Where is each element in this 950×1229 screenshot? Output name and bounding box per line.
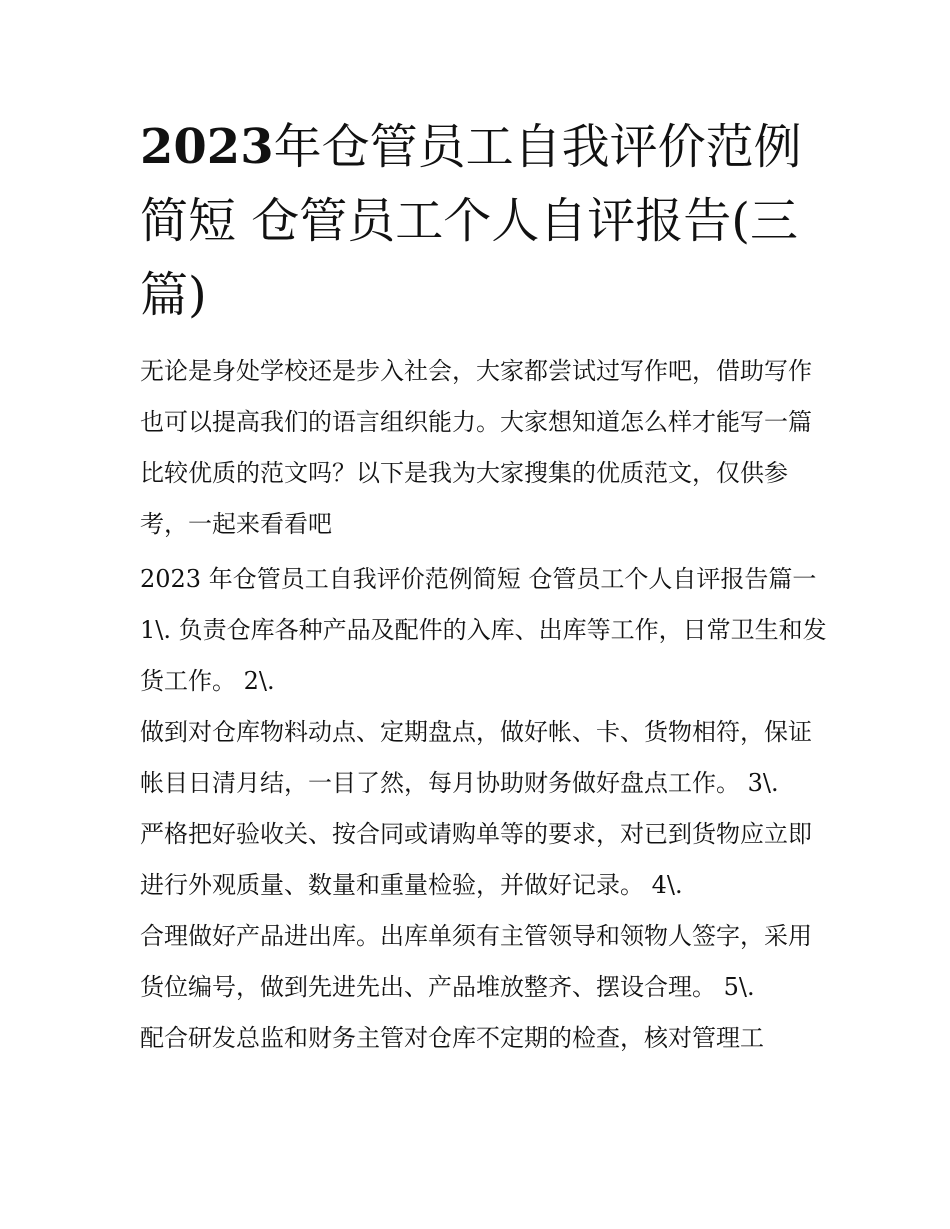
document-title bbox=[140, 110, 830, 332]
body-paragraph-1: 2023 年仓管员工自我评价范例简短 仓管员工个人自评报告篇一 1\. 负责仓库各种产品及配件的入库、出库等工作，日常卫生和发货工作。 2\. bbox=[140, 565, 827, 695]
document-page bbox=[140, 110, 830, 1064]
title-text: 年仓管员工自我评价范例简短 仓管员工个人自评报告(三篇) bbox=[140, 119, 802, 323]
body-paragraph-3: 严格把好验收关、按合同或请购单等的要求，对已到货物应立即进行外观质量、数量和重量检验，并做好记录。 4\. bbox=[140, 820, 812, 899]
title-year: 2023 bbox=[140, 119, 274, 175]
body-paragraph-2: 做到对仓库物料动点、定期盘点，做好帐、卡、货物相符，保证帐目日清月结，一目了然，每月协助财务做好盘点工作。 3\. bbox=[140, 718, 812, 797]
body-paragraph-4: 合理做好产品进出库。出库单须有主管领导和领物人签字，采用货位编号，做到先进先出、产品堆放整齐、摆设合理。 5\. bbox=[140, 922, 812, 1001]
document-body bbox=[140, 554, 830, 1064]
intro-paragraph: 无论是身处学校还是步入社会，大家都尝试过写作吧，借助写作也可以提高我们的语言组织能力。大家想知道怎么样才能写一篇比较优质的范文吗？以下是我为大家搜集的优质范文，仅供参考，一起来看看吧 bbox=[140, 357, 812, 538]
body-paragraph-5: 配合研发总监和财务主管对仓库不定期的检查，核对管理工 bbox=[140, 1024, 764, 1052]
